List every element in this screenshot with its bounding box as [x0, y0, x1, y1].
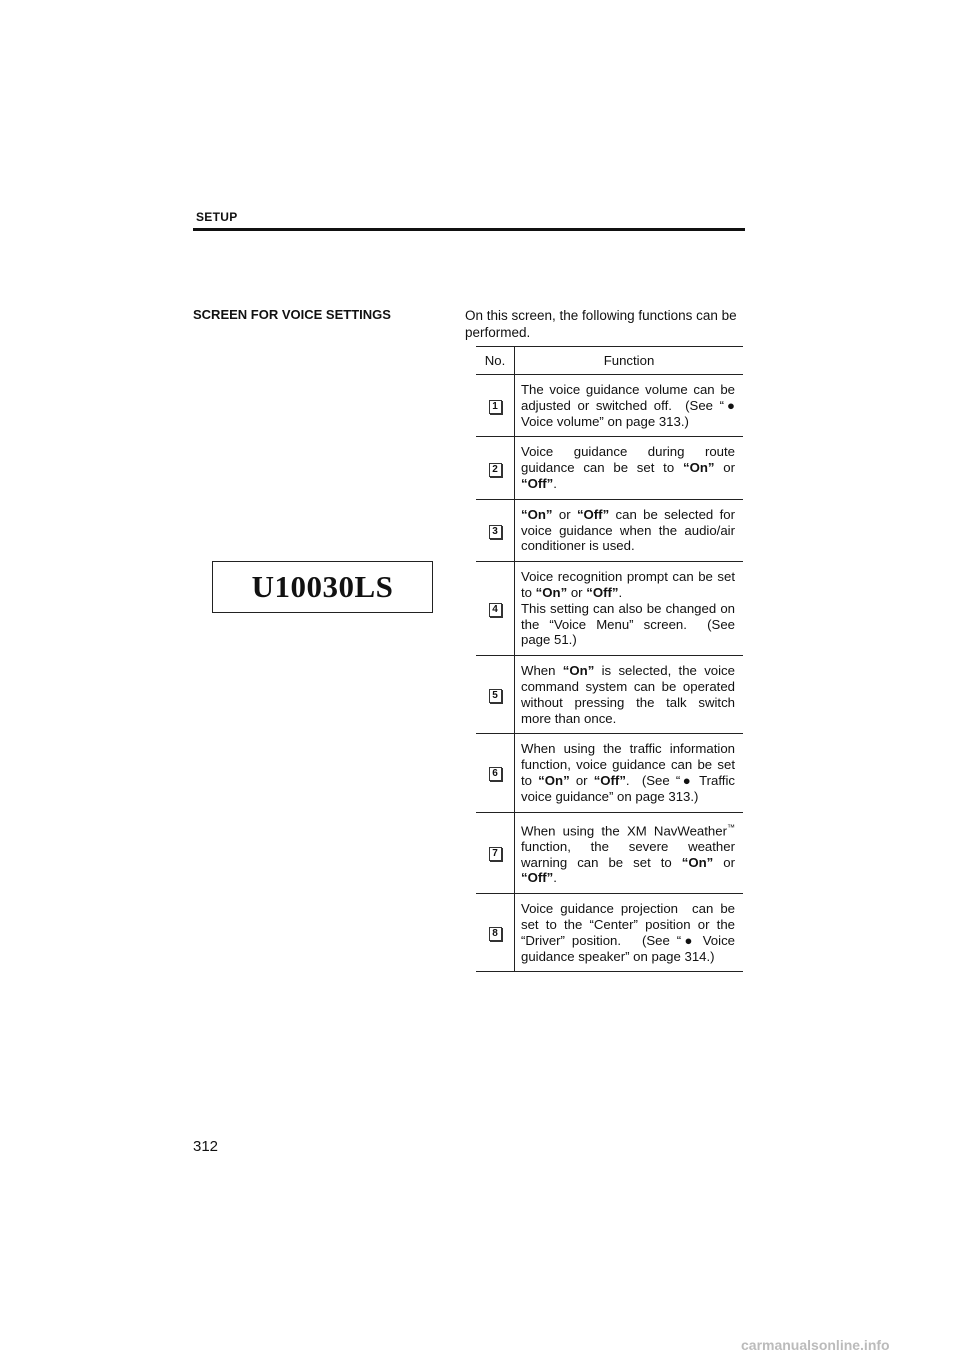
- function-description: When using the traffic information function, voice guidance can be set to “On” or “Off”. (See “● Traffic voice guidance” on page 313.): [521, 741, 735, 804]
- watermark: carmanualsonline.info: [741, 1337, 890, 1353]
- number-badge: 7: [489, 847, 502, 861]
- function-description: When using the XM NavWeather™ function, the severe weather warning can be set to “On” or “Off”.: [521, 822, 735, 886]
- number-badge: 2: [489, 463, 502, 477]
- section-label: SETUP: [196, 210, 238, 224]
- table-row: [476, 894, 743, 972]
- row-number-cell: [476, 734, 515, 812]
- number-badge: 8: [489, 927, 502, 941]
- table-body: [476, 375, 743, 972]
- number-badge: 3: [489, 525, 502, 539]
- table-row: [476, 375, 743, 437]
- row-function-cell: [515, 562, 744, 656]
- table-header-row: [476, 347, 743, 375]
- table-row: [476, 437, 743, 499]
- number-badge: 5: [489, 689, 502, 703]
- intro-text: On this screen, the following functions can be performed.: [465, 308, 737, 340]
- table-row: [476, 734, 743, 812]
- page-number: 312: [193, 1138, 219, 1155]
- page-heading: SCREEN FOR VOICE SETTINGS: [193, 307, 391, 322]
- figure-placeholder: [212, 561, 433, 613]
- row-number-cell: [476, 562, 515, 656]
- number-badge: 1: [489, 400, 502, 414]
- table-row: [476, 812, 743, 894]
- function-description: The voice guidance volume can be adjusted or switched off. (See “● Voice volume” on page 313.): [521, 382, 735, 429]
- function-description: Voice recognition prompt can be set to “On” or “Off”. This setting can also be changed on the “Voice Menu” screen. (See page 51.): [521, 569, 735, 648]
- figure-label: U10030LS: [251, 569, 394, 604]
- function-description: When “On” is selected, the voice command system can be operated without pressing the talk switch more than once.: [521, 663, 735, 726]
- column-header-function: Function: [515, 347, 744, 375]
- row-number-cell: [476, 656, 515, 734]
- number-badge: 4: [489, 603, 502, 617]
- row-function-cell: [515, 375, 744, 437]
- row-function-cell: [515, 734, 744, 812]
- row-function-cell: [515, 437, 744, 499]
- row-function-cell: [515, 499, 744, 561]
- row-number-cell: [476, 375, 515, 437]
- row-function-cell: [515, 656, 744, 734]
- row-number-cell: [476, 437, 515, 499]
- function-description: Voice guidance during route guidance can be set to “On” or “Off”.: [521, 444, 735, 491]
- header-rule: [193, 228, 745, 231]
- table-row: [476, 562, 743, 656]
- function-description: “On” or “Off” can be selected for voice guidance when the audio/air conditioner is used.: [521, 506, 735, 554]
- row-function-cell: [515, 894, 744, 972]
- table-row: [476, 656, 743, 734]
- function-table: [476, 346, 743, 972]
- function-description: Voice guidance projection can be set to the “Center” position or the “Driver” position. (See “● Voice guidance speaker” on page 314.): [521, 901, 735, 964]
- row-number-cell: [476, 499, 515, 561]
- row-number-cell: [476, 894, 515, 972]
- table-row: [476, 499, 743, 561]
- number-badge: 6: [489, 767, 502, 781]
- column-header-no: No.: [476, 347, 515, 375]
- row-number-cell: [476, 812, 515, 894]
- row-function-cell: [515, 812, 744, 894]
